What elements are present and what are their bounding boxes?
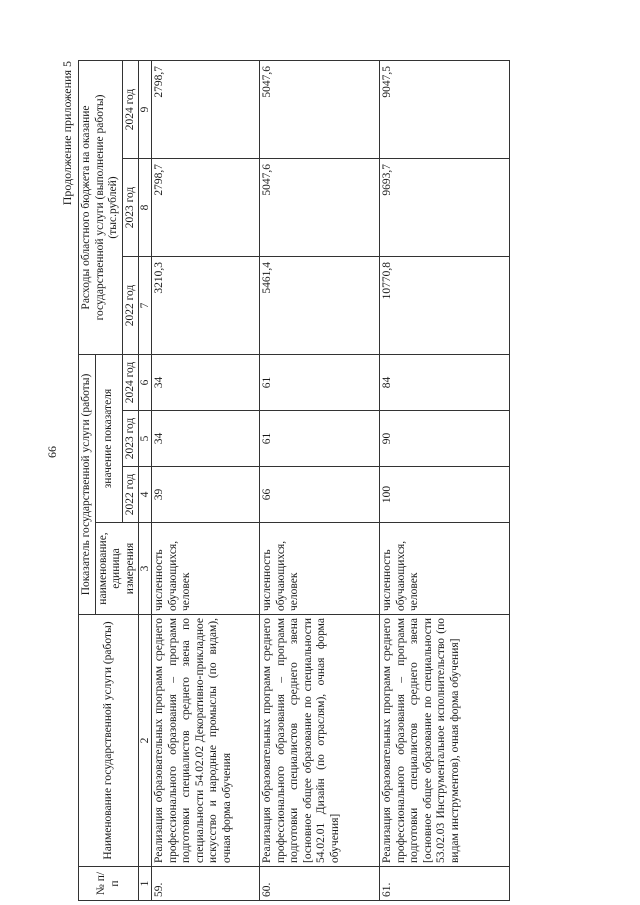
- header-year: 2022 год: [122, 256, 139, 354]
- header-indicator-value: значение показателя: [95, 354, 122, 522]
- column-index: 7: [139, 256, 152, 354]
- expense-2024: 9047,5: [380, 60, 510, 158]
- value-2024: 61: [260, 354, 380, 410]
- column-index: 2: [139, 614, 152, 866]
- column-index: 1: [139, 866, 152, 900]
- header-year: 2022 год: [122, 466, 139, 522]
- service-name: Реализация образовательных программ среднего профессионального образования – программ подготовки специалистов среднего звена [основное общее образование по специальности 53.02.03 Инструментальное исполнительство (по видам инструментов), очная форма обучения]: [380, 614, 510, 866]
- expense-2022: 5461,4: [260, 256, 380, 354]
- header-service-name: Наименование государственной услуги (работы): [79, 614, 139, 866]
- table-row: [260, 60, 380, 900]
- header-unit: наименование, единица измерения: [95, 522, 139, 614]
- header-year: 2023 год: [122, 410, 139, 466]
- page-number: 66: [45, 446, 59, 458]
- expense-2022: 10770,8: [380, 256, 510, 354]
- indicator-unit: численность обучающихся, человек: [152, 522, 260, 614]
- header-year: 2024 год: [122, 354, 139, 410]
- expense-2023: 5047,6: [260, 158, 380, 256]
- indicator-unit: численность обучающихся, человек: [260, 522, 380, 614]
- value-2022: 39: [152, 466, 260, 522]
- row-number: 59.: [152, 866, 260, 900]
- continuation-label: Продолжение приложения 5: [60, 60, 74, 205]
- header-year: 2024 год: [122, 60, 139, 158]
- value-2024: 84: [380, 354, 510, 410]
- expense-2023: 2798,7: [152, 158, 260, 256]
- column-index: 4: [139, 466, 152, 522]
- expense-2024: 5047,6: [260, 60, 380, 158]
- value-2023: 90: [380, 410, 510, 466]
- value-2022: 66: [260, 466, 380, 522]
- value-2022: 100: [380, 466, 510, 522]
- services-table: [78, 60, 510, 901]
- expense-2022: 3210,3: [152, 256, 260, 354]
- value-2024: 34: [152, 354, 260, 410]
- column-index: 8: [139, 158, 152, 256]
- header-row-1: [79, 60, 96, 900]
- table-row: [380, 60, 510, 900]
- header-column-index-row: [139, 60, 152, 900]
- row-number: 60.: [260, 866, 380, 900]
- expense-2024: 2798,7: [152, 60, 260, 158]
- rotated-page-content: [60, 61, 580, 901]
- service-name: Реализация образовательных программ среднего профессионального образования – программ подготовки специалистов среднего звена по специальности 54.02.02 Декоративно-прикладное искусство и народные промыслы (по видам), очная форма обучения: [152, 614, 260, 866]
- header-year: 2023 год: [122, 158, 139, 256]
- expense-2023: 9693,7: [380, 158, 510, 256]
- row-number: 61.: [380, 866, 510, 900]
- indicator-unit: численность обучающихся, человек: [380, 522, 510, 614]
- service-name: Реализация образовательных программ среднего профессионального образования – программ подготовки специалистов среднего звена [основное общее образование по специальности 54.02.01 Дизайн (по отраслям), очная форма обучения]: [260, 614, 380, 866]
- header-expenses: Расходы областного бюджета на оказание государственной услуги (выполнение работы) (тыс.рублей): [79, 60, 123, 354]
- header-num: № п/п: [79, 866, 139, 900]
- value-2023: 34: [152, 410, 260, 466]
- column-index: 5: [139, 410, 152, 466]
- value-2023: 61: [260, 410, 380, 466]
- header-indicator: Показатель государственной услуги (работы): [79, 354, 96, 614]
- column-index: 6: [139, 354, 152, 410]
- column-index: 9: [139, 60, 152, 158]
- column-index: 3: [139, 522, 152, 614]
- table-row: [152, 60, 260, 900]
